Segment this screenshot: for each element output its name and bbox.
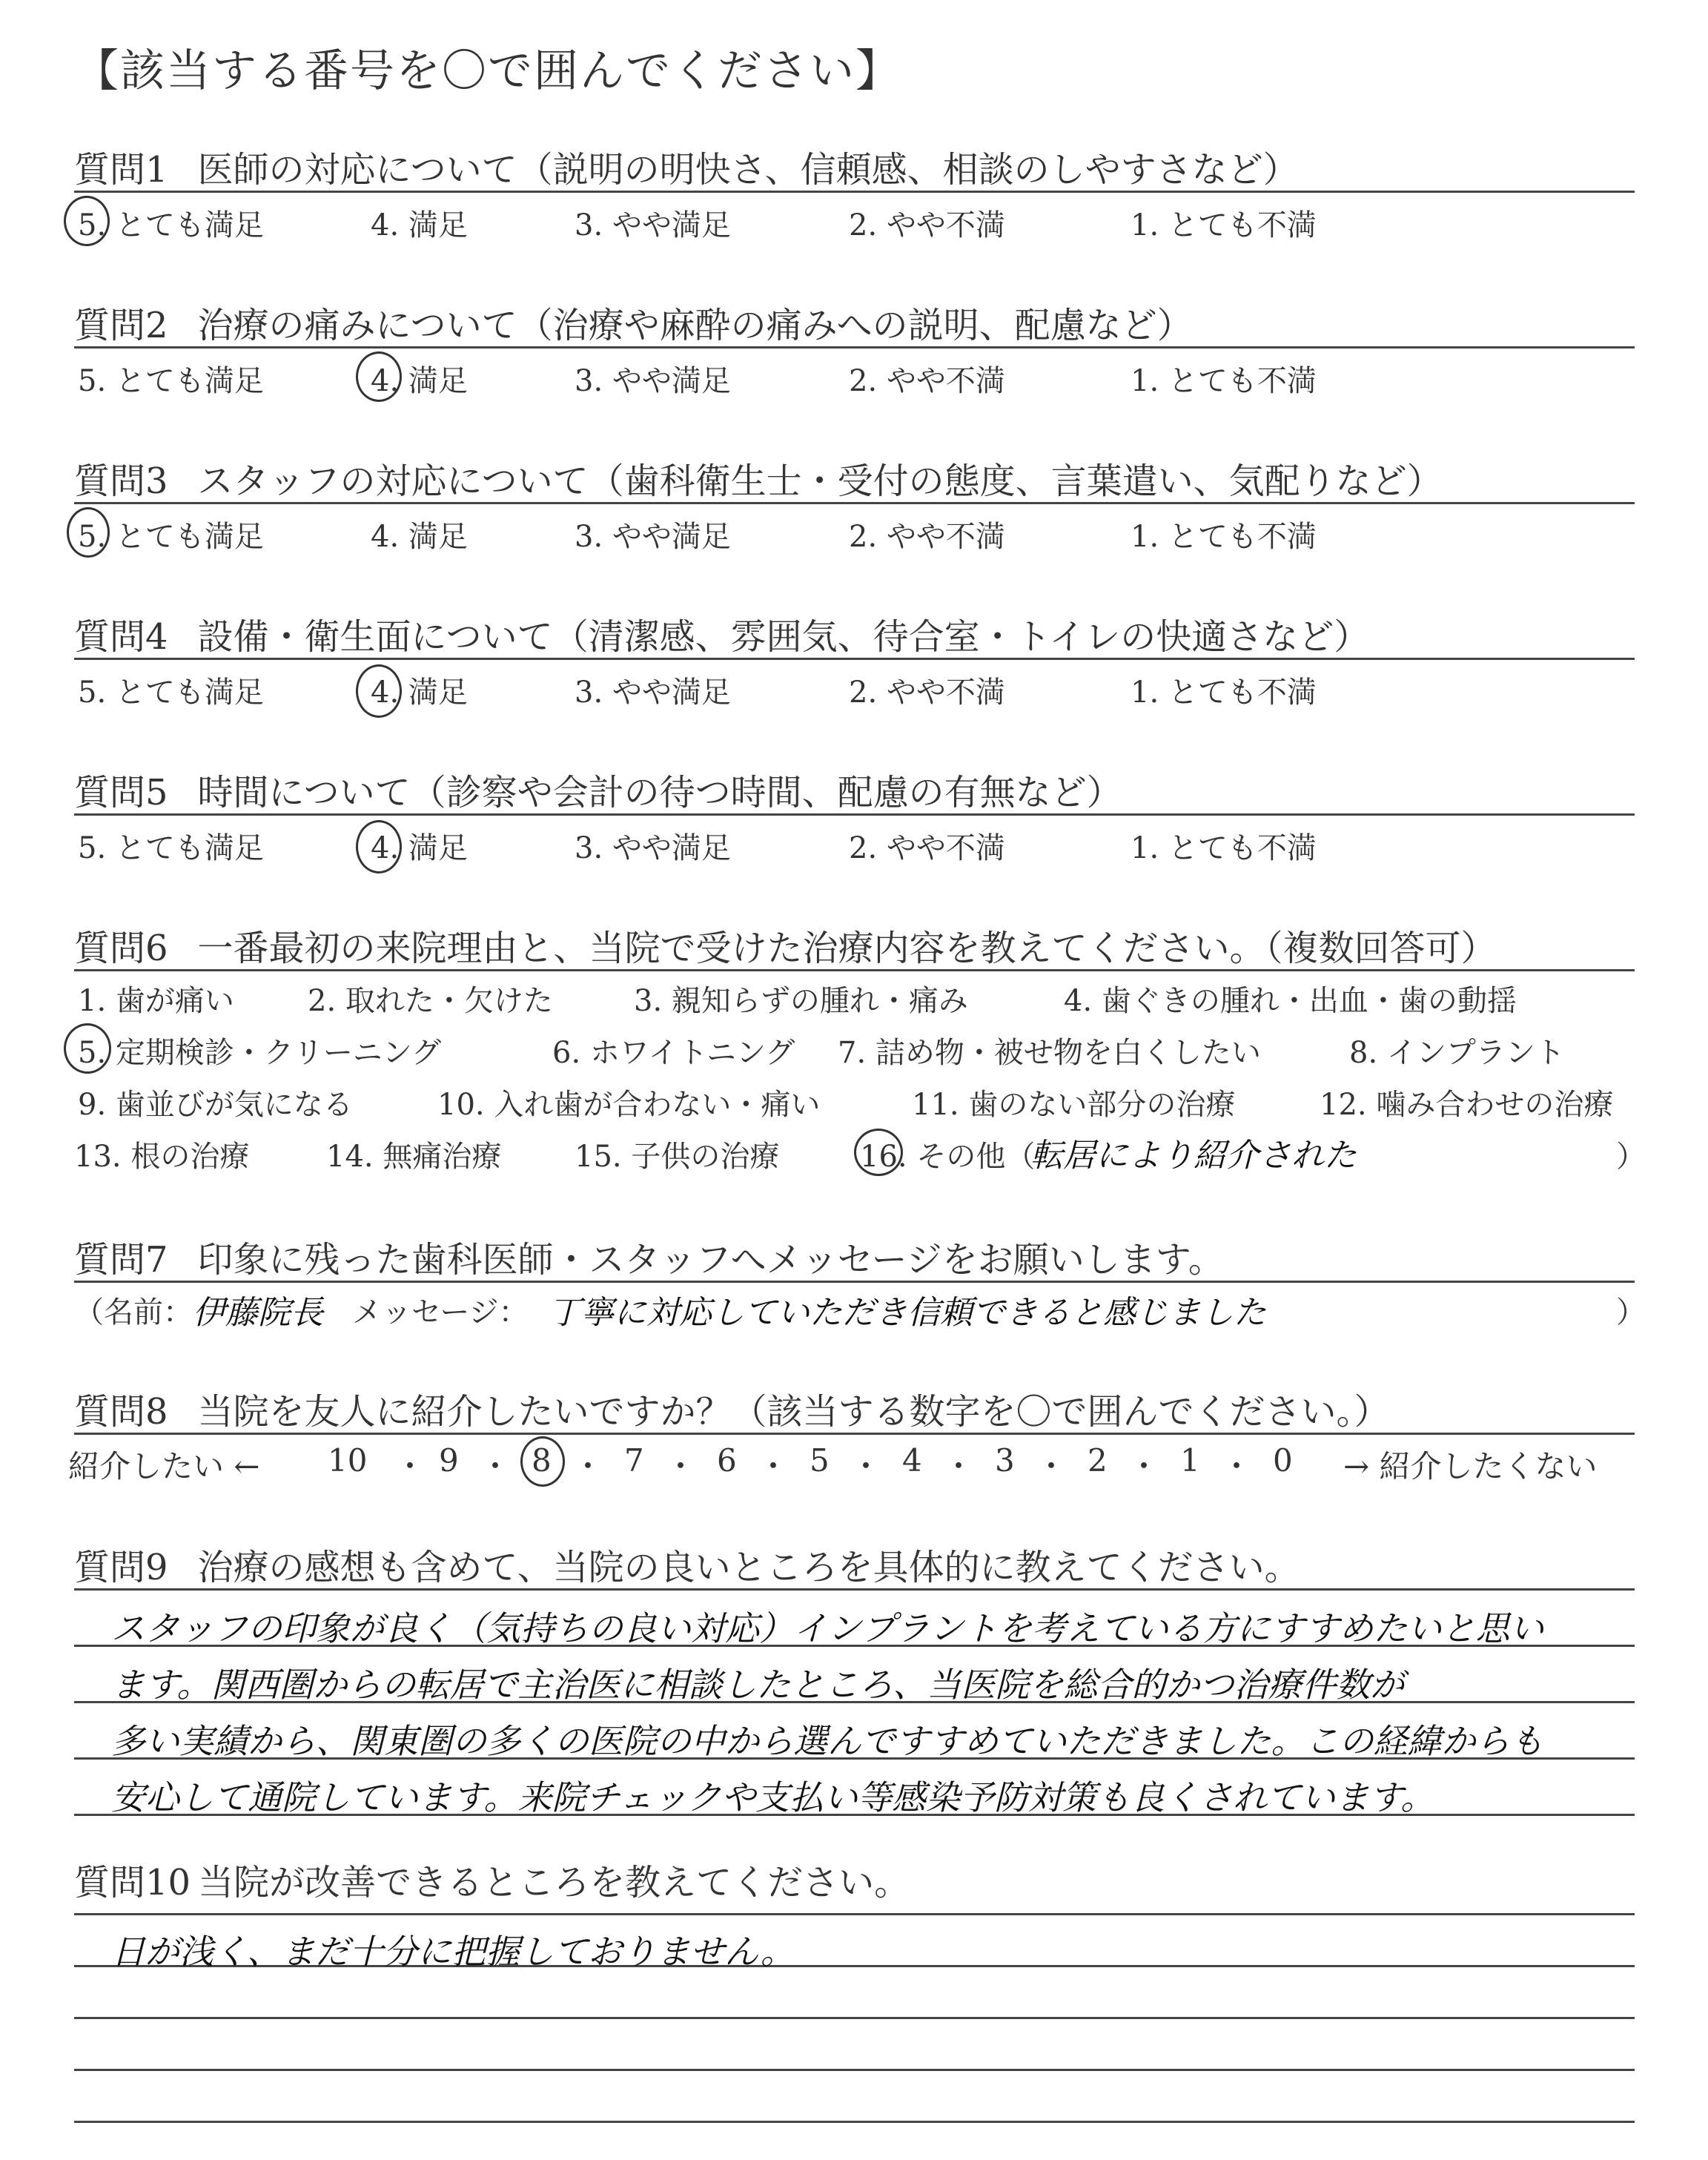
- scale-10[interactable]: 10: [328, 1442, 368, 1479]
- question-4: [74, 608, 1369, 659]
- scale-dot: ・: [665, 1448, 697, 1484]
- question-number: 質問6: [74, 928, 168, 969]
- option-1[interactable]: 1. とても不満: [1131, 520, 1317, 554]
- scale-5[interactable]: 5: [810, 1442, 830, 1479]
- reason-option-6[interactable]: 6. ホワイトニング: [552, 1036, 795, 1070]
- close-paren: ）: [1616, 1295, 1646, 1330]
- question-text: 医師の対応について（説明の明快さ、信頼感、相談のしやすさなど）: [197, 149, 1299, 191]
- q7-message-row: [74, 1289, 1646, 1332]
- question-text: スタッフの対応について（歯科衛生士・受付の態度、言葉遣い、気配りなど）: [197, 460, 1443, 502]
- question-6: [74, 919, 1497, 971]
- question-10: [74, 1854, 910, 1905]
- option-4[interactable]: 4. 満足: [371, 364, 468, 398]
- other-answer-handwritten: 転居により紹介された: [1030, 1137, 1357, 1175]
- question-text: 設備・衛生面について（清潔感、雰囲気、待合室・トイレの快適さなど）: [197, 616, 1370, 658]
- scale-8[interactable]: 8: [532, 1442, 552, 1479]
- scale-right-label: → 紹介したくない: [1343, 1448, 1598, 1484]
- scale-0[interactable]: 0: [1273, 1442, 1293, 1479]
- close-paren: ）: [1616, 1140, 1646, 1174]
- scale-1[interactable]: 1: [1180, 1442, 1200, 1479]
- scale-2[interactable]: 2: [1088, 1442, 1108, 1479]
- option-2[interactable]: 2. やや不満: [849, 520, 1005, 554]
- option-1[interactable]: 1. とても不満: [1131, 208, 1317, 242]
- option-2[interactable]: 2. やや不満: [849, 831, 1005, 865]
- scale-left-label: 紹介したい ←: [68, 1448, 260, 1484]
- reason-option-2[interactable]: 2. 取れた・欠けた: [308, 984, 553, 1018]
- question-2: [74, 297, 1193, 348]
- question-1: [74, 141, 1299, 192]
- reason-option-4[interactable]: 4. 歯ぐきの腫れ・出血・歯の動揺: [1064, 984, 1517, 1018]
- scale-6[interactable]: 6: [717, 1442, 737, 1479]
- page-heading: 【該当する番号を〇で囲んでください】: [74, 45, 901, 97]
- reason-option-10[interactable]: 10. 入れ歯が合わない・痛い: [437, 1088, 821, 1122]
- divider: [74, 502, 1635, 504]
- option-5[interactable]: 5. とても満足: [78, 208, 264, 242]
- scale-dot: ・: [758, 1448, 790, 1484]
- divider: [74, 346, 1635, 349]
- divider: [74, 969, 1635, 971]
- q9-answer-line-1: スタッフの印象が良く（気持ちの良い対応）インプラントを考えている方にすすめたいと思い: [111, 1608, 1544, 1648]
- selection-circle: [356, 351, 402, 402]
- question-number: 質問2: [74, 305, 168, 346]
- scale-dot: ・: [480, 1448, 512, 1484]
- option-3[interactable]: 3. やや満足: [575, 831, 731, 865]
- answer-line: [74, 2121, 1635, 2123]
- reason-option-8[interactable]: 8. インプラント: [1349, 1036, 1565, 1070]
- option-3[interactable]: 3. やや満足: [575, 520, 731, 554]
- reason-option-16[interactable]: 16. その他（: [860, 1140, 1036, 1174]
- reason-option-5[interactable]: 5. 定期検診・クリーニング: [78, 1036, 442, 1070]
- question-number: 質問1: [74, 149, 168, 191]
- selection-circle: [356, 664, 402, 718]
- question-number: 質問10: [74, 1862, 191, 1903]
- question-number: 質問3: [74, 460, 168, 502]
- name-handwritten: 伊藤院長: [193, 1294, 323, 1332]
- scale-dot: ・: [1036, 1448, 1068, 1484]
- selection-circle: [67, 507, 110, 558]
- message-label: メッセージ：: [352, 1295, 529, 1330]
- option-5[interactable]: 5. とても満足: [78, 364, 264, 398]
- answer-line: [74, 1588, 1635, 1591]
- reason-option-1[interactable]: 1. 歯が痛い: [78, 984, 234, 1018]
- question-8: [74, 1383, 1390, 1434]
- recommend-scale: [68, 1442, 1632, 1487]
- question-3: [74, 452, 1443, 503]
- scale-dot: ・: [1221, 1448, 1253, 1484]
- reason-option-13[interactable]: 13. 根の治療: [74, 1140, 250, 1174]
- question-text: 当院が改善できるところを教えてください。: [198, 1862, 910, 1903]
- option-2[interactable]: 2. やや不満: [849, 364, 1005, 398]
- q10-answer-line-1: 日が浅く、まだ十分に把握しておりません。: [111, 1932, 795, 1972]
- option-3[interactable]: 3. やや満足: [575, 208, 731, 242]
- option-5[interactable]: 5. とても満足: [78, 676, 264, 710]
- reason-option-3[interactable]: 3. 親知らずの腫れ・痛み: [634, 984, 968, 1018]
- reason-option-12[interactable]: 12. 噛み合わせの治療: [1320, 1088, 1614, 1122]
- question-text: 時間について（診察や会計の待つ時間、配慮の有無など）: [197, 772, 1122, 813]
- option-5[interactable]: 5. とても満足: [78, 520, 264, 554]
- reason-option-15[interactable]: 15. 子供の治療: [575, 1140, 780, 1174]
- option-5[interactable]: 5. とても満足: [78, 831, 264, 865]
- answer-line: [74, 2017, 1635, 2019]
- question-9: [74, 1539, 1300, 1590]
- question-text: 当院を友人に紹介したいですか？（該当する数字を〇で囲んでください。）: [197, 1391, 1390, 1433]
- question-text: 治療の痛みについて（治療や麻酔の痛みへの説明、配慮など）: [197, 305, 1193, 346]
- selection-circle: [64, 1023, 111, 1074]
- answer-line: [74, 2069, 1635, 2071]
- scale-dot: ・: [1128, 1448, 1160, 1484]
- divider: [74, 1281, 1635, 1283]
- question-number: 質問9: [74, 1547, 168, 1588]
- option-2[interactable]: 2. やや不満: [849, 676, 1005, 710]
- scale-4[interactable]: 4: [902, 1442, 922, 1479]
- reason-option-14[interactable]: 14. 無痛治療: [326, 1140, 502, 1174]
- option-4[interactable]: 4. 満足: [371, 520, 468, 554]
- question-text: 印象に残った歯科医師・スタッフへメッセージをお願いします。: [197, 1239, 1224, 1281]
- selection-circle: [520, 1436, 565, 1487]
- question-5: [74, 764, 1122, 815]
- reason-option-11[interactable]: 11. 歯のない部分の治療: [912, 1088, 1236, 1122]
- scale-dot: ・: [572, 1448, 604, 1484]
- message-handwritten: 丁寧に対応していただき信頼できると感じました: [549, 1294, 1266, 1332]
- scale-dot: ・: [943, 1448, 975, 1484]
- option-2[interactable]: 2. やや不満: [849, 208, 1005, 242]
- q9-answer-line-4: 安心して通院しています。来院チェックや支払い等感染予防対策も良くされています。: [111, 1777, 1435, 1817]
- option-3[interactable]: 3. やや満足: [575, 364, 731, 398]
- question-7: [74, 1231, 1224, 1282]
- answer-line: [74, 1913, 1635, 1915]
- divider: [74, 1433, 1635, 1435]
- selection-circle: [356, 820, 402, 873]
- question-text: 治療の感想も含めて、当院の良いところを具体的に教えてください。: [197, 1547, 1300, 1588]
- question-number: 質問8: [74, 1391, 168, 1433]
- question-number: 質問7: [74, 1239, 168, 1281]
- selection-circle: [854, 1129, 903, 1176]
- question-text: 一番最初の来院理由と、当院で受けた治療内容を教えてください。（複数回答可）: [197, 928, 1497, 969]
- selection-circle: [64, 196, 110, 246]
- scale-dot: ・: [850, 1448, 882, 1484]
- name-label: （名前：: [74, 1295, 193, 1330]
- q9-answer-line-3: 多い実績から、関東圏の多くの医院の中から選んですすめていただきました。この経緯からも: [111, 1721, 1544, 1761]
- scale-7[interactable]: 7: [624, 1442, 644, 1479]
- option-1[interactable]: 1. とても不満: [1131, 676, 1317, 710]
- option-3[interactable]: 3. やや満足: [575, 676, 731, 710]
- scale-dot: ・: [394, 1448, 426, 1484]
- option-4[interactable]: 4. 満足: [371, 676, 468, 710]
- option-1[interactable]: 1. とても不満: [1131, 831, 1317, 865]
- divider: [74, 658, 1635, 660]
- option-1[interactable]: 1. とても不満: [1131, 364, 1317, 398]
- question-number: 質問4: [74, 616, 168, 658]
- question-number: 質問5: [74, 772, 168, 813]
- option-4[interactable]: 4. 満足: [371, 831, 468, 865]
- divider: [74, 813, 1635, 816]
- reason-option-9[interactable]: 9. 歯並びが気になる: [78, 1088, 353, 1122]
- option-4[interactable]: 4. 満足: [371, 208, 468, 242]
- scale-3[interactable]: 3: [995, 1442, 1015, 1479]
- scale-9[interactable]: 9: [439, 1442, 459, 1479]
- divider: [74, 191, 1635, 193]
- reason-option-7[interactable]: 7. 詰め物・被せ物を白くしたい: [838, 1036, 1261, 1070]
- q9-answer-line-2: ます。関西圏からの転居で主治医に相談したところ、当医院を総合的かつ治療件数が: [111, 1665, 1405, 1705]
